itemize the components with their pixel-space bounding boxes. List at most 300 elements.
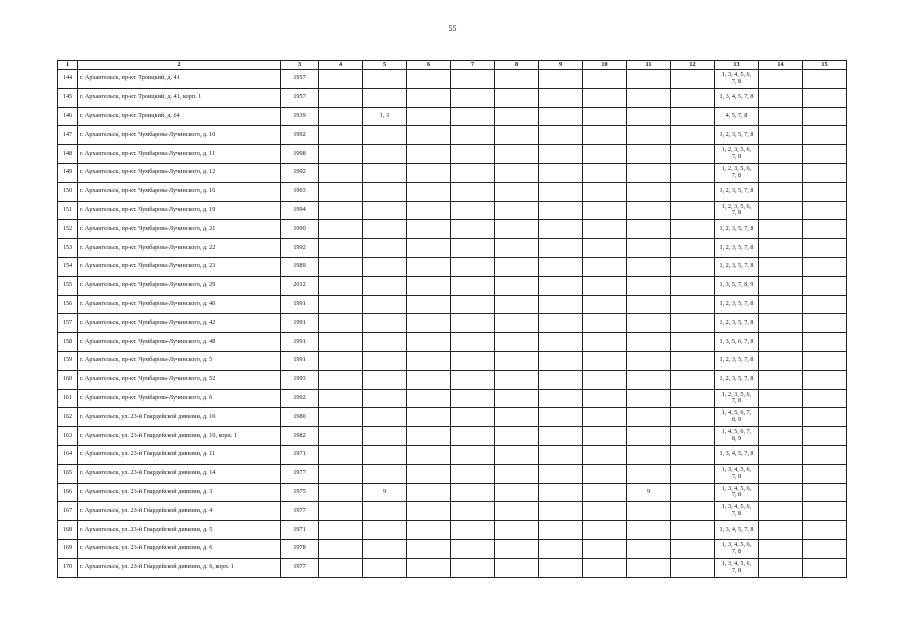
empty-cell — [803, 558, 847, 577]
address-cell: г. Архангельск, пр-кт. Чумбарова-Лучинского, д. 42 — [78, 314, 281, 333]
empty-cell — [671, 464, 715, 483]
address-cell: г. Архангельск, ул. 23-й Гвардейской дивизии, д. 5 — [78, 521, 281, 540]
empty-cell — [583, 163, 627, 182]
empty-cell — [319, 163, 363, 182]
empty-cell — [495, 88, 539, 107]
empty-cell — [539, 107, 583, 126]
row-number-cell: 145 — [58, 88, 78, 107]
table-row — [58, 126, 847, 145]
column-11-cell — [627, 314, 671, 333]
empty-cell — [495, 389, 539, 408]
column-5-cell — [363, 70, 407, 89]
empty-cell — [407, 182, 451, 201]
column-5-cell — [363, 276, 407, 295]
column-5-cell — [363, 464, 407, 483]
table-row — [58, 88, 847, 107]
empty-cell — [451, 333, 495, 352]
empty-cell — [495, 257, 539, 276]
empty-cell — [495, 521, 539, 540]
year-cell: 1971 — [281, 445, 319, 464]
empty-cell — [539, 370, 583, 389]
empty-cell — [803, 70, 847, 89]
year-cell: 1957 — [281, 88, 319, 107]
column-11-cell — [627, 351, 671, 370]
column-5-cell — [363, 295, 407, 314]
empty-cell — [759, 558, 803, 577]
address-cell: г. Архангельск, пр-кт. Чумбарова-Лучинского, д. 48 — [78, 333, 281, 352]
empty-cell — [803, 539, 847, 558]
column-11-cell — [627, 539, 671, 558]
column-13-line: 1, 2, 3, 5, 6, — [721, 390, 752, 398]
year-cell: 1989 — [281, 257, 319, 276]
row-number-cell: 162 — [58, 408, 78, 427]
empty-cell — [539, 257, 583, 276]
address-cell: г. Архангельск, пр-кт. Чумбарова-Лучинского, д. 10 — [78, 126, 281, 145]
column-11-cell: 9 — [627, 483, 671, 502]
empty-cell — [451, 126, 495, 145]
column-13-line: 1, 2, 3, 5, 7, 8 — [719, 243, 754, 251]
address-cell: г. Архангельск, пр-кт. Троицкий, д. 64 — [78, 107, 281, 126]
year-cell: 1991 — [281, 314, 319, 333]
empty-cell — [539, 521, 583, 540]
column-5-cell — [363, 314, 407, 333]
empty-cell — [759, 351, 803, 370]
column-11-cell — [627, 370, 671, 389]
empty-cell — [803, 351, 847, 370]
empty-cell — [319, 521, 363, 540]
table-row — [58, 145, 847, 164]
address-cell: г. Архангельск, пр-кт. Чумбарова-Лучинского, д. 12 — [78, 163, 281, 182]
year-cell: 1991 — [281, 351, 319, 370]
empty-cell — [407, 502, 451, 521]
empty-cell — [451, 370, 495, 389]
column-header-13: 13 — [715, 61, 759, 70]
column-13-line: 1, 2, 3, 5, 7, 8 — [719, 300, 754, 308]
year-cell: 1991 — [281, 295, 319, 314]
column-5-cell — [363, 370, 407, 389]
empty-cell — [495, 182, 539, 201]
table-row — [58, 182, 847, 201]
empty-cell — [319, 182, 363, 201]
column-5-cell — [363, 521, 407, 540]
column-13-cell — [715, 539, 759, 558]
table-row — [58, 70, 847, 89]
column-header-8: 8 — [495, 61, 539, 70]
empty-cell — [495, 314, 539, 333]
empty-cell — [671, 70, 715, 89]
empty-cell — [495, 408, 539, 427]
empty-cell — [451, 408, 495, 427]
empty-cell — [495, 445, 539, 464]
year-cell: 2012 — [281, 276, 319, 295]
column-header-11: 11 — [627, 61, 671, 70]
year-cell: 1957 — [281, 70, 319, 89]
address-cell: г. Архангельск, пр-кт. Чумбарова-Лучинского, д. 19 — [78, 201, 281, 220]
address-cell: г. Архангельск, пр-кт. Чумбарова-Лучинского, д. 5 — [78, 351, 281, 370]
column-header-6: 6 — [407, 61, 451, 70]
address-cell: г. Архангельск, пр-кт. Чумбарова-Лучинского, д. 52 — [78, 370, 281, 389]
column-13-cell — [715, 370, 759, 389]
empty-cell — [451, 145, 495, 164]
empty-cell — [407, 126, 451, 145]
column-13-cell — [715, 464, 759, 483]
empty-cell — [671, 521, 715, 540]
empty-cell — [759, 182, 803, 201]
empty-cell — [671, 314, 715, 333]
column-11-cell — [627, 408, 671, 427]
empty-cell — [539, 88, 583, 107]
column-5-cell — [363, 333, 407, 352]
year-cell: 1992 — [281, 239, 319, 258]
empty-cell — [319, 539, 363, 558]
table-row — [58, 276, 847, 295]
table-row — [58, 408, 847, 427]
empty-cell — [451, 70, 495, 89]
column-5-cell — [363, 201, 407, 220]
empty-cell — [319, 126, 363, 145]
table-row — [58, 163, 847, 182]
empty-cell — [495, 70, 539, 89]
row-number-cell: 153 — [58, 239, 78, 258]
table-row — [58, 220, 847, 239]
empty-cell — [803, 464, 847, 483]
address-cell: г. Архангельск, пр-кт. Чумбарова-Лучинского, д. 21 — [78, 220, 281, 239]
empty-cell — [583, 483, 627, 502]
empty-cell — [451, 88, 495, 107]
row-number-cell: 163 — [58, 427, 78, 446]
column-13-line: 1, 2, 3, 5, 6, — [721, 146, 752, 154]
empty-cell — [759, 539, 803, 558]
column-13-cell — [715, 126, 759, 145]
empty-cell — [407, 107, 451, 126]
empty-cell — [803, 163, 847, 182]
address-cell: г. Архангельск, ул. 23-й Гвардейской дивизии, д. 10 — [78, 408, 281, 427]
empty-cell — [319, 257, 363, 276]
empty-cell — [539, 558, 583, 577]
address-cell: г. Архангельск, ул. 23-й Гвардейской дивизии, д. 11 — [78, 445, 281, 464]
empty-cell — [407, 70, 451, 89]
address-cell: г. Архангельск, ул. 23-й Гвардейской дивизии, д. 4 — [78, 502, 281, 521]
column-13-line: 7, 8 — [731, 397, 742, 405]
year-cell: 1992 — [281, 126, 319, 145]
empty-cell — [407, 295, 451, 314]
table-row — [58, 389, 847, 408]
column-11-cell — [627, 88, 671, 107]
row-number-cell: 154 — [58, 257, 78, 276]
row-number-cell: 164 — [58, 445, 78, 464]
year-cell: 1990 — [281, 220, 319, 239]
empty-cell — [319, 370, 363, 389]
column-header-3: 3 — [281, 61, 319, 70]
empty-cell — [803, 427, 847, 446]
empty-cell — [539, 163, 583, 182]
row-number-cell: 152 — [58, 220, 78, 239]
empty-cell — [671, 427, 715, 446]
empty-cell — [319, 408, 363, 427]
empty-cell — [319, 502, 363, 521]
column-header-7: 7 — [451, 61, 495, 70]
year-cell: 1993 — [281, 370, 319, 389]
empty-cell — [319, 145, 363, 164]
table-row — [58, 521, 847, 540]
empty-cell — [583, 370, 627, 389]
column-13-line: 1, 3, 5, 6, 7, 8 — [719, 337, 754, 345]
column-5-cell — [363, 389, 407, 408]
column-13-cell — [715, 351, 759, 370]
empty-cell — [495, 483, 539, 502]
empty-cell — [539, 145, 583, 164]
row-number-cell: 150 — [58, 182, 78, 201]
empty-cell — [583, 257, 627, 276]
empty-cell — [759, 220, 803, 239]
year-cell: 1992 — [281, 163, 319, 182]
column-13-line: 1, 3, 5, 7, 8, 9 — [719, 281, 754, 289]
empty-cell — [319, 558, 363, 577]
address-cell: г. Архангельск, пр-кт. Чумбарова-Лучинского, д. 16 — [78, 182, 281, 201]
row-number-cell: 147 — [58, 126, 78, 145]
empty-cell — [803, 370, 847, 389]
empty-cell — [803, 389, 847, 408]
empty-cell — [583, 389, 627, 408]
column-11-cell — [627, 502, 671, 521]
empty-cell — [407, 389, 451, 408]
column-5-cell — [363, 408, 407, 427]
empty-cell — [319, 107, 363, 126]
column-11-cell — [627, 295, 671, 314]
column-13-line: 1, 2, 3, 5, 7, 8 — [719, 318, 754, 326]
column-5-cell — [363, 220, 407, 239]
year-cell: 1975 — [281, 483, 319, 502]
empty-cell — [495, 239, 539, 258]
column-13-cell — [715, 70, 759, 89]
column-5-cell — [363, 126, 407, 145]
year-cell: 1977 — [281, 464, 319, 483]
column-13-line: 7, 8 — [731, 153, 742, 161]
column-13-cell — [715, 521, 759, 540]
row-number-cell: 169 — [58, 539, 78, 558]
empty-cell — [539, 182, 583, 201]
empty-cell — [451, 464, 495, 483]
empty-cell — [583, 464, 627, 483]
empty-cell — [671, 333, 715, 352]
empty-cell — [803, 201, 847, 220]
empty-cell — [319, 88, 363, 107]
table-row — [58, 464, 847, 483]
empty-cell — [451, 351, 495, 370]
column-13-cell — [715, 88, 759, 107]
empty-cell — [803, 182, 847, 201]
empty-cell — [407, 257, 451, 276]
empty-cell — [583, 107, 627, 126]
empty-cell — [583, 126, 627, 145]
registry-table — [57, 60, 847, 578]
empty-cell — [583, 276, 627, 295]
column-13-cell — [715, 107, 759, 126]
empty-cell — [803, 521, 847, 540]
year-cell: 1903 — [281, 182, 319, 201]
empty-cell — [539, 314, 583, 333]
empty-cell — [803, 239, 847, 258]
empty-cell — [803, 257, 847, 276]
row-number-cell: 157 — [58, 314, 78, 333]
column-5-cell — [363, 239, 407, 258]
empty-cell — [583, 70, 627, 89]
empty-cell — [451, 389, 495, 408]
empty-cell — [583, 427, 627, 446]
empty-cell — [803, 276, 847, 295]
column-13-cell — [715, 239, 759, 258]
empty-cell — [451, 539, 495, 558]
column-header-2: 2 — [78, 61, 281, 70]
empty-cell — [451, 314, 495, 333]
column-13-cell — [715, 427, 759, 446]
empty-cell — [539, 220, 583, 239]
empty-cell — [671, 126, 715, 145]
empty-cell — [759, 464, 803, 483]
year-cell: 1991 — [281, 333, 319, 352]
empty-cell — [451, 502, 495, 521]
column-5-cell — [363, 445, 407, 464]
empty-cell — [539, 239, 583, 258]
year-cell: 1977 — [281, 502, 319, 521]
empty-cell — [671, 182, 715, 201]
empty-cell — [451, 427, 495, 446]
year-cell: 1992 — [281, 389, 319, 408]
column-13-line: 1, 2, 3, 5, 6, — [721, 202, 752, 210]
address-cell: г. Архангельск, пр-кт. Чумбарова-Лучинского, д. 6 — [78, 389, 281, 408]
empty-cell — [407, 145, 451, 164]
column-11-cell — [627, 126, 671, 145]
column-11-cell — [627, 389, 671, 408]
empty-cell — [495, 333, 539, 352]
column-5-cell — [363, 163, 407, 182]
column-header-12: 12 — [671, 61, 715, 70]
column-13-line: 7, 8 — [731, 209, 742, 217]
empty-cell — [759, 314, 803, 333]
column-11-cell — [627, 182, 671, 201]
column-5-cell — [363, 539, 407, 558]
address-cell: г. Архангельск, ул. 23-й Гвардейской дивизии, д. 10, корп. 1 — [78, 427, 281, 446]
empty-cell — [759, 126, 803, 145]
empty-cell — [803, 314, 847, 333]
empty-cell — [671, 239, 715, 258]
empty-cell — [583, 351, 627, 370]
empty-cell — [803, 145, 847, 164]
empty-cell — [407, 239, 451, 258]
empty-cell — [451, 483, 495, 502]
table-row — [58, 201, 847, 220]
year-cell: 1939 — [281, 107, 319, 126]
table-row — [58, 427, 847, 446]
column-13-cell — [715, 502, 759, 521]
row-number-cell: 155 — [58, 276, 78, 295]
table-row — [58, 333, 847, 352]
page-number: 55 — [448, 24, 457, 33]
empty-cell — [759, 201, 803, 220]
empty-cell — [759, 257, 803, 276]
empty-cell — [319, 201, 363, 220]
empty-cell — [407, 445, 451, 464]
table-body — [58, 70, 847, 578]
empty-cell — [583, 558, 627, 577]
column-11-cell — [627, 276, 671, 295]
year-cell: 1994 — [281, 201, 319, 220]
empty-cell — [407, 408, 451, 427]
empty-cell — [671, 370, 715, 389]
empty-cell — [407, 88, 451, 107]
column-5-cell: 9 — [363, 483, 407, 502]
empty-cell — [671, 445, 715, 464]
column-5-cell — [363, 351, 407, 370]
empty-cell — [671, 558, 715, 577]
empty-cell — [495, 201, 539, 220]
empty-cell — [759, 408, 803, 427]
empty-cell — [671, 88, 715, 107]
column-11-cell — [627, 70, 671, 89]
address-cell: г. Архангельск, пр-кт. Троицкий, д. 41, корп. 1 — [78, 88, 281, 107]
column-13-cell — [715, 558, 759, 577]
address-cell: г. Архангельск, пр-кт. Чумбарова-Лучинского, д. 40 — [78, 295, 281, 314]
empty-cell — [759, 107, 803, 126]
row-number-cell: 166 — [58, 483, 78, 502]
empty-cell — [583, 539, 627, 558]
empty-cell — [407, 163, 451, 182]
column-13-line: 1, 3, 4, 5, 7, 8 — [719, 525, 754, 533]
column-13-line: 1, 3, 4, 5, 6, — [721, 484, 752, 492]
empty-cell — [495, 502, 539, 521]
empty-cell — [539, 539, 583, 558]
empty-cell — [759, 276, 803, 295]
empty-cell — [495, 276, 539, 295]
table-row — [58, 370, 847, 389]
empty-cell — [539, 276, 583, 295]
column-13-cell — [715, 295, 759, 314]
table-row — [58, 295, 847, 314]
row-number-cell: 165 — [58, 464, 78, 483]
column-13-line: 1, 3, 4, 5, 7, 8 — [719, 450, 754, 458]
row-number-cell: 160 — [58, 370, 78, 389]
empty-cell — [671, 351, 715, 370]
empty-cell — [671, 483, 715, 502]
empty-cell — [319, 70, 363, 89]
column-13-cell — [715, 483, 759, 502]
column-13-line: 7, 8 — [731, 510, 742, 518]
table-row — [58, 483, 847, 502]
column-13-line: 1, 3, 4, 5, 6, — [721, 559, 752, 567]
column-11-cell — [627, 220, 671, 239]
column-11-cell — [627, 257, 671, 276]
column-13-line: 1, 4, 5, 6, 7, — [721, 409, 752, 417]
empty-cell — [759, 370, 803, 389]
table-row — [58, 257, 847, 276]
row-number-cell: 161 — [58, 389, 78, 408]
empty-cell — [671, 107, 715, 126]
empty-cell — [451, 445, 495, 464]
row-number-cell: 148 — [58, 145, 78, 164]
empty-cell — [671, 276, 715, 295]
column-11-cell — [627, 464, 671, 483]
empty-cell — [671, 539, 715, 558]
empty-cell — [583, 201, 627, 220]
row-number-cell: 167 — [58, 502, 78, 521]
empty-cell — [803, 408, 847, 427]
column-13-line: 1, 3, 4, 5, 6, — [721, 71, 752, 79]
empty-cell — [583, 88, 627, 107]
column-13-cell — [715, 445, 759, 464]
column-5-cell — [363, 257, 407, 276]
empty-cell — [583, 182, 627, 201]
column-13-line: 7, 8 — [731, 491, 742, 499]
